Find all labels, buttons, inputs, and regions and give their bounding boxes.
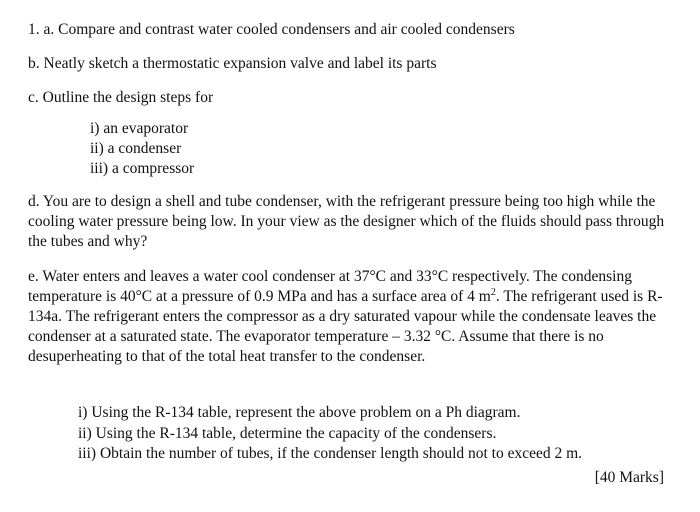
- list-item: ii) a condenser: [90, 140, 182, 157]
- list-item: i) Using the R-134 table, represent the above problem on a Ph diagram.: [78, 404, 521, 421]
- question-1e-text-start: e. Water enters and leaves a water cool condenser at 37°C and 33°C respectively. The condensing temperature is 40°C at a pressure of 0.9 MPa and has a surface area of 4 m: [28, 268, 632, 305]
- marks-total: [40 Marks]: [594, 469, 664, 486]
- question-1c-list: [90, 119, 194, 179]
- list-item: i) an evaporator: [90, 120, 189, 137]
- question-1e-text-end: . The refrigerant used is R-134a. The refrigerant enters the compressor as a dry saturated vapour while the condensate leaves the condenser at a saturated state. The evaporator temperature – 3.32 °C. Assume that there is no desuperheating to that of the total heat transfer to the condenser.: [28, 288, 663, 365]
- list-item: ii) Using the R-134 table, determine the capacity of the condensers.: [78, 424, 497, 442]
- list-item: iii) Obtain the number of tubes, if the condenser length should not to exceed 2 m.: [78, 445, 583, 462]
- question-1e: [28, 267, 678, 367]
- question-1a: 1. a. Compare and contrast water cooled condensers and air cooled condensers: [28, 21, 515, 38]
- question-1c-heading: c. Outline the design steps for: [28, 89, 214, 106]
- question-1b: b. Neatly sketch a thermostatic expansion valve and label its parts: [28, 55, 437, 72]
- question-1d: d. You are to design a shell and tube condenser, with the refrigerant pressure being too high while the cooling water pressure being low. In your view as the designer which of the fluids should pass through the tubes and why?: [28, 193, 665, 250]
- question-1e-list: [78, 403, 582, 465]
- list-item: iii) a compressor: [90, 160, 195, 177]
- area-exponent: 2: [490, 286, 496, 298]
